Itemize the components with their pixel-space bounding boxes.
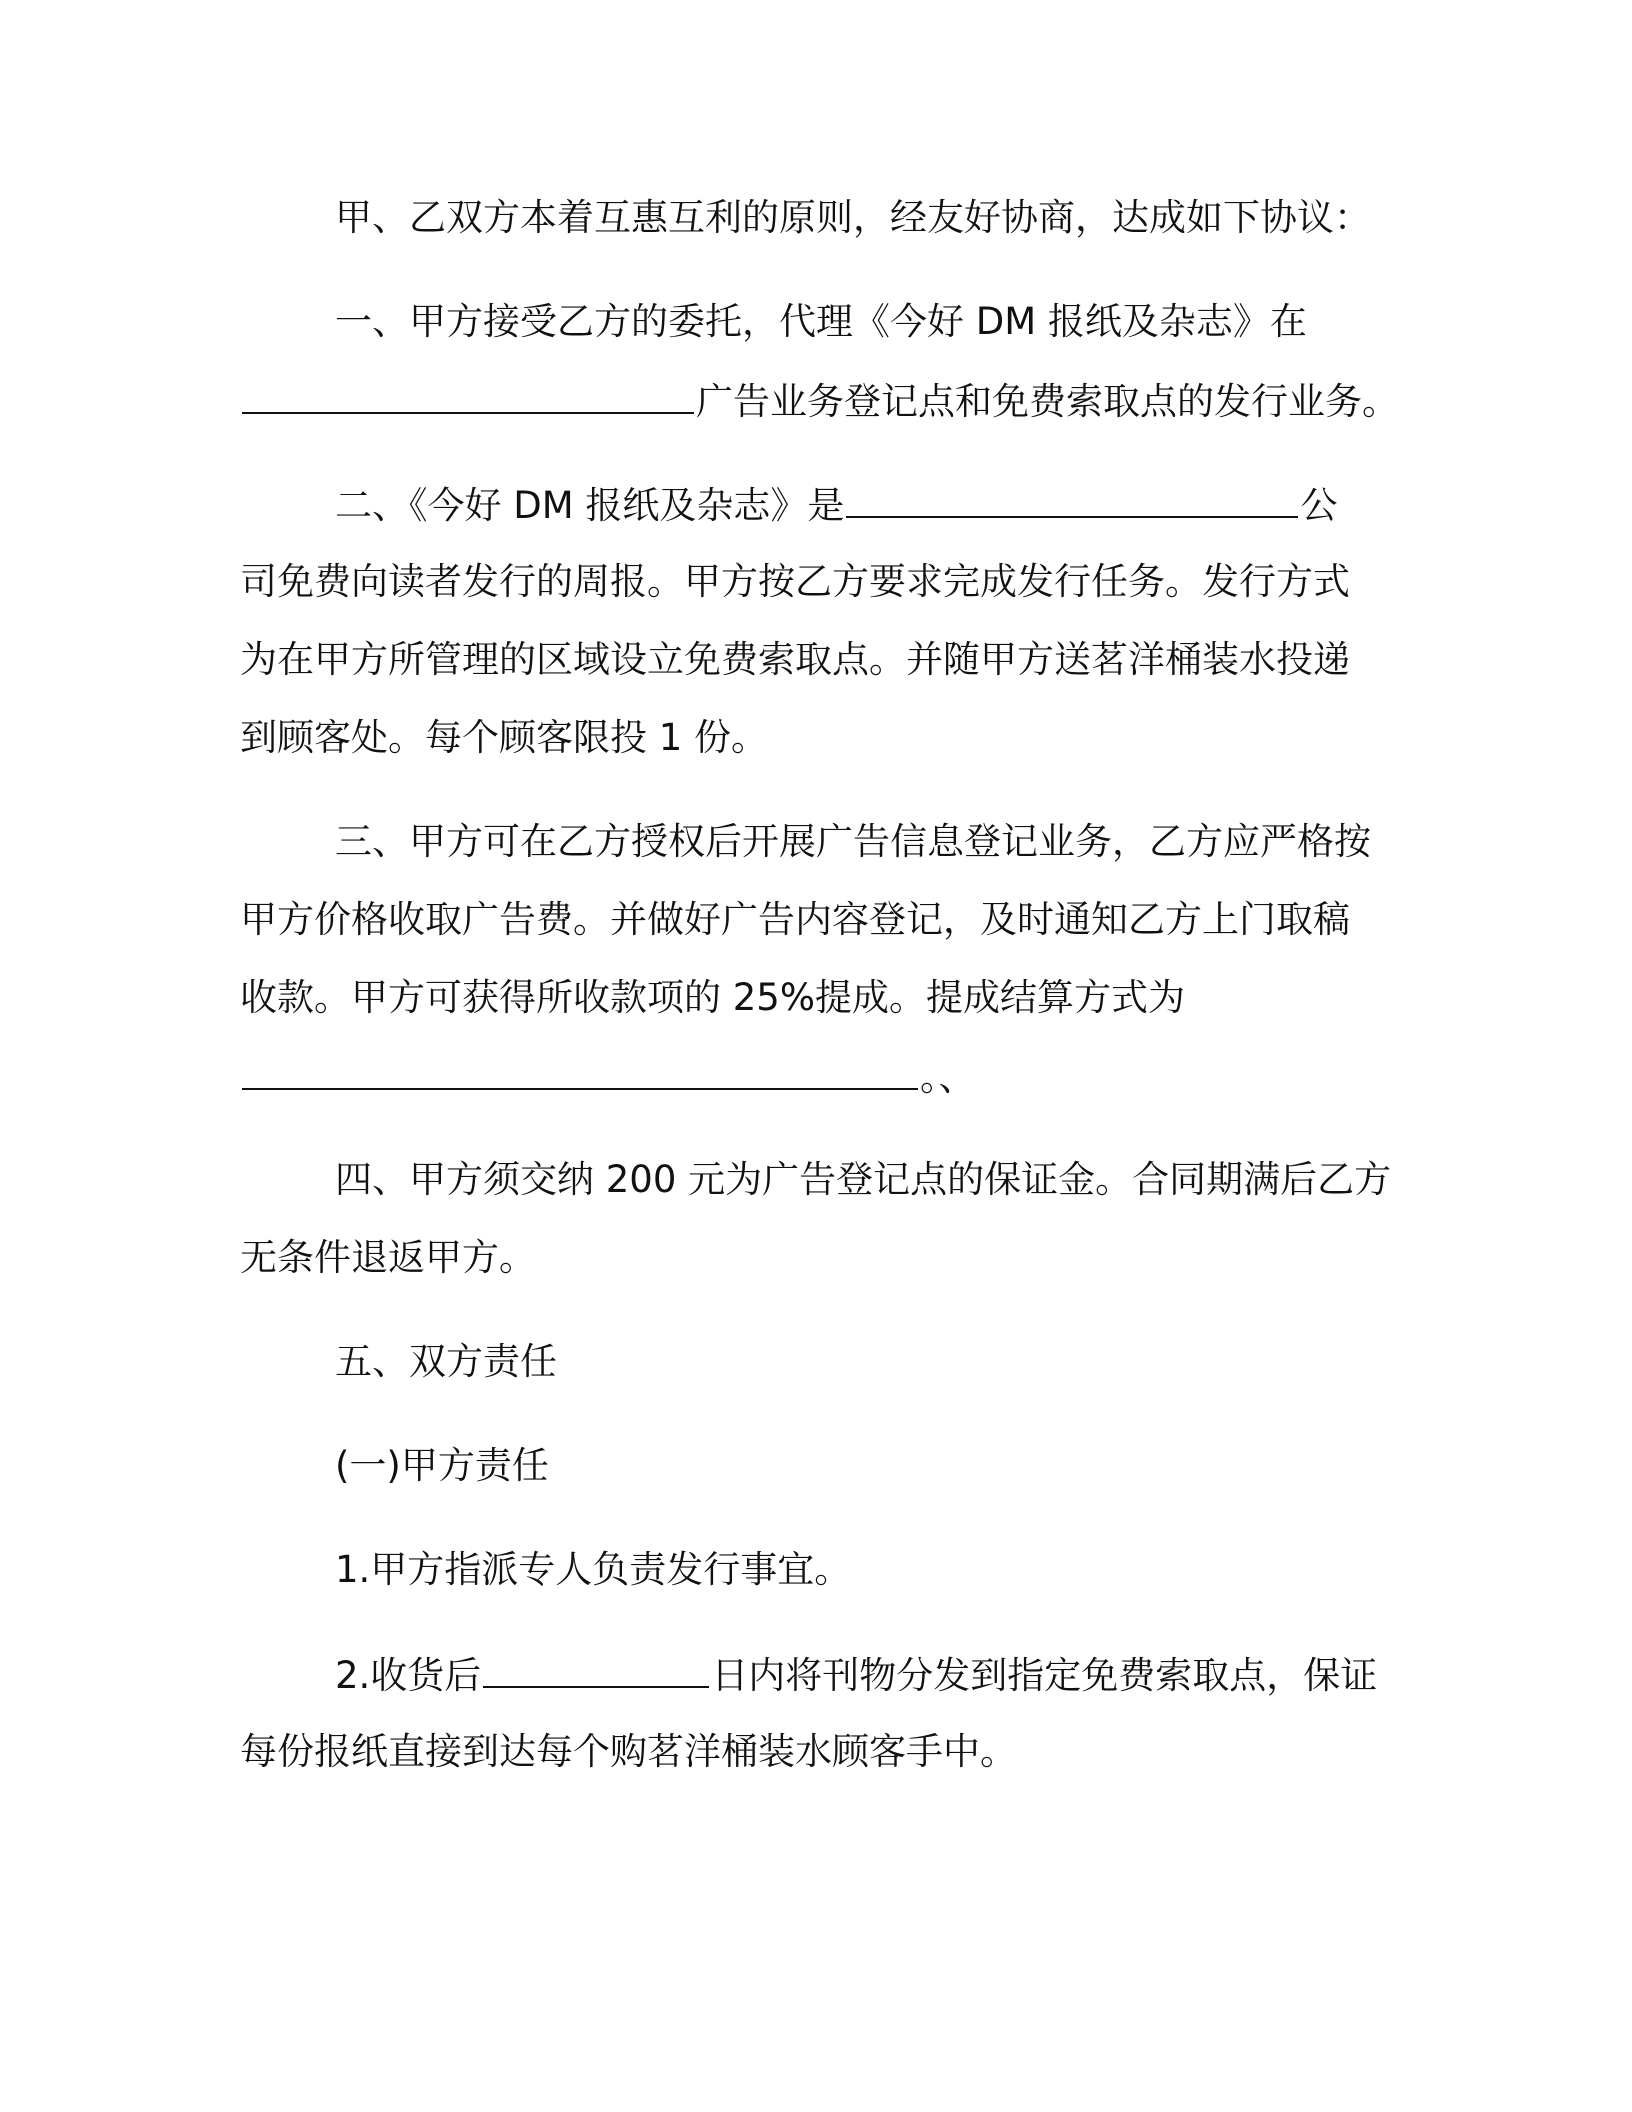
clause-2-line-1 xyxy=(335,476,1515,534)
fill-in-blank-company[interactable] xyxy=(846,476,1298,518)
clause-3-line-3: 收款。甲方可获得所收款项的 25%提成。提成结算方式为 xyxy=(240,976,1185,1019)
clause-5-sub-a: (一)甲方责任 xyxy=(335,1444,549,1487)
clause-5-item-1: 1.甲方指派专人负责发行事宜。 xyxy=(335,1548,852,1591)
fill-in-blank-days[interactable] xyxy=(483,1646,709,1688)
clause-3-line-2: 甲方价格收取广告费。并做好广告内容登记，及时通知乙方上门取稿 xyxy=(240,898,1350,941)
clause-4-line-2: 无条件退返甲方。 xyxy=(240,1236,536,1279)
clause-2-line-1-text: 二、《今好 DM 报纸及杂志》是 xyxy=(335,484,845,527)
clause-4-line-1: 四、甲方须交纳 200 元为广告登记点的保证金。合同期满后乙方 xyxy=(335,1158,1392,1201)
clause-5-item-2-line-2: 每份报纸直接到达每个购茗洋桶装水顾客手中。 xyxy=(240,1730,1017,1773)
intro-paragraph: 甲、乙双方本着互惠互利的原则，经友好协商，达成如下协议： xyxy=(335,196,1371,239)
clause-2-line-4: 到顾客处。每个顾客限投 1 份。 xyxy=(240,716,769,759)
fill-in-blank-location[interactable] xyxy=(242,372,694,414)
clause-3-line-4 xyxy=(240,1048,1420,1106)
fill-in-blank-settlement[interactable] xyxy=(242,1048,918,1090)
clause-5-item-2-text: 2.收货后 xyxy=(335,1654,482,1697)
clause-3-line-1: 三、甲方可在乙方授权后开展广告信息登记业务，乙方应严格按 xyxy=(335,820,1371,863)
clause-5-heading: 五、双方责任 xyxy=(335,1340,557,1383)
clause-2-line-1-suffix: 公 xyxy=(1300,484,1338,527)
clause-2-line-2: 司免费向读者发行的周报。甲方按乙方要求完成发行任务。发行方式 xyxy=(240,560,1350,603)
clause-1-line-2 xyxy=(240,372,1420,430)
clause-1-line-1: 一、甲方接受乙方的委托，代理《今好 DM 报纸及杂志》在 xyxy=(335,300,1307,343)
clause-5-item-2-suffix: 日内将刊物分发到指定免费索取点，保证 xyxy=(711,1654,1378,1697)
clause-3-line-4-text: 。、 xyxy=(920,1056,976,1099)
clause-2-line-3: 为在甲方所管理的区域设立免费索取点。并随甲方送茗洋桶装水投递 xyxy=(240,638,1350,681)
clause-1-line-2-text: 广告业务登记点和免费索取点的发行业务。 xyxy=(696,380,1399,423)
clause-5-item-2-line-1 xyxy=(335,1646,1515,1704)
